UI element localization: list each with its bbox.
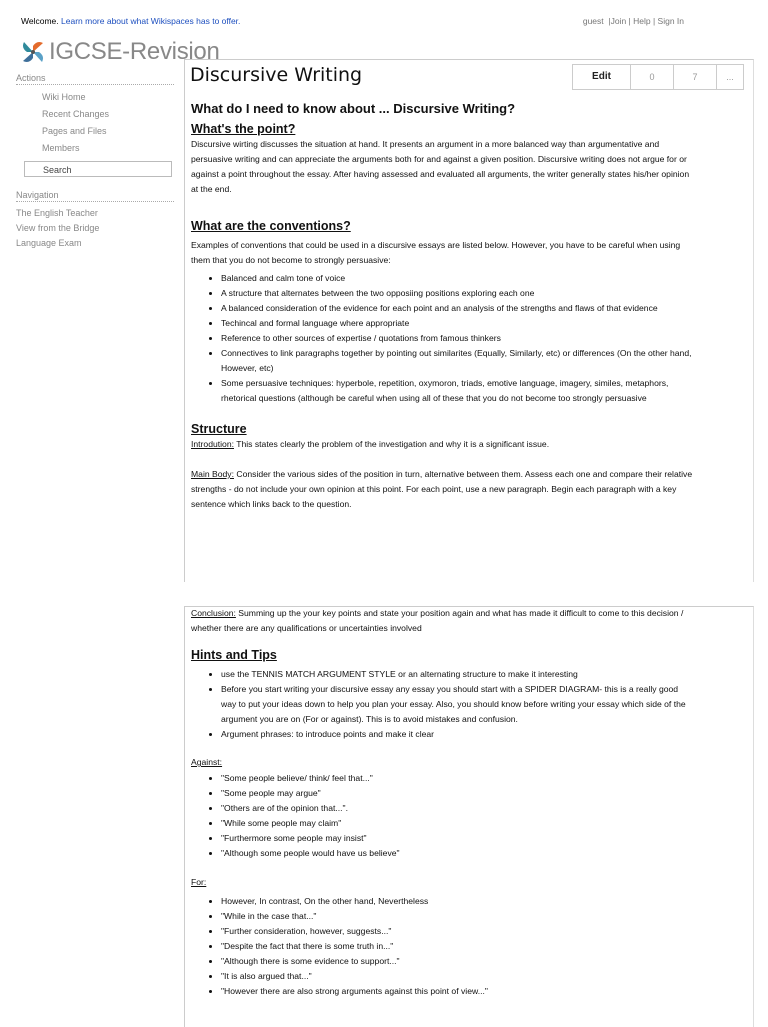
list-item: • Balanced and calm tone of voice	[221, 271, 693, 286]
list-item: • However, In contrast, On the other hand, Nevertheless	[221, 894, 693, 909]
body-paragraph	[191, 467, 693, 512]
list-item: • Some persuasive techniques: hyperbole, repetition, oxymoron, triads, emotive language, imagery, similes, metaphors, rhetorical questions (although be careful when using all of these that you do not become too strongly persuasive	[221, 376, 693, 406]
intro-label: Introdution:	[191, 439, 234, 449]
pinwheel-logo-icon	[19, 38, 47, 66]
list-item: • A structure that alternates between the two opposiing positions exploring each one	[221, 286, 693, 301]
nav-item-view-from-bridge[interactable]: View from the Bridge	[16, 223, 100, 233]
list-item: • "However there are also strong arguments against this point of view..."	[221, 984, 693, 999]
conventions-list	[191, 271, 693, 406]
conclusion-label: Conclusion:	[191, 608, 236, 618]
page-title: Discursive Writing	[190, 64, 363, 86]
content-upper	[191, 101, 693, 512]
list-item: • Argument phrases: to introduce points and make it clear	[221, 727, 693, 742]
list-item: • Before you start writing your discursive essay any essay you should start with a SPIDER DIAGRAM- this is a really good way to put your ideas down to help you plan your essay. Also, you should know before writing your essay which side of the argument you are on (For or against). This is to avoid mistakes and confusion.	[221, 682, 693, 727]
body-label: Main Body:	[191, 469, 234, 479]
sidebar-item-wiki-home[interactable]: Wiki Home	[42, 92, 86, 102]
join-link[interactable]: Join	[610, 16, 627, 26]
list-item: • "Although some people would have us believe"	[221, 846, 693, 861]
against-list	[191, 771, 693, 861]
against-label: Against:	[191, 757, 223, 767]
nav-item-english-teacher[interactable]: The English Teacher	[16, 208, 98, 218]
search-button[interactable]: Search	[24, 161, 172, 177]
wiki-name: IGCSE-Revision	[49, 38, 220, 65]
for-label: For:	[191, 877, 207, 887]
sidebar	[16, 73, 174, 251]
welcome-bar	[21, 16, 240, 26]
conclusion-paragraph	[191, 606, 693, 636]
sign-in-link[interactable]: Sign In	[657, 16, 684, 26]
list-item: • Connectives to link paragraphs together by pointing out similarites (Equally, Similarly, etc) or differences (On the other hand, However, etc)	[221, 346, 693, 376]
hints-list	[191, 667, 693, 742]
guest-label: guest	[582, 16, 604, 26]
hints-heading: Hints and Tips	[191, 648, 277, 662]
revisions-count[interactable]: 7	[674, 65, 717, 89]
list-item: • "Some people may argue"	[221, 786, 693, 801]
actions-heading: Actions	[16, 73, 174, 85]
list-item: • "While in the case that..."	[221, 909, 693, 924]
sidebar-item-members[interactable]: Members	[42, 143, 80, 153]
list-item: • "Further consideration, however, suggests..."	[221, 924, 693, 939]
intro-paragraph	[191, 437, 693, 452]
list-item: • "Others are of the opinion that...".	[221, 801, 693, 816]
body-text: Consider the various sides of the position in turn, alternative between them. Assess each one and compare their relative strengths - do not include your own opinion at this point. For each point, use a new paragraph. Begin each paragraph with a key sentence which links back to the question.	[191, 469, 693, 509]
list-item: • "While some people may claim"	[221, 816, 693, 831]
list-item: • "Although there is some evidence to support..."	[221, 954, 693, 969]
conventions-heading: What are the conventions?	[191, 219, 351, 233]
more-button[interactable]: ...	[726, 72, 734, 82]
intro-text: This states clearly the problem of the investigation and why it is a significant issue.	[234, 439, 550, 449]
list-item: • "It is also argued that..."	[221, 969, 693, 984]
nav-item-language-exam[interactable]: Language Exam	[16, 238, 82, 248]
structure-heading: Structure	[191, 422, 247, 436]
content-lower	[191, 606, 693, 999]
for-list	[191, 894, 693, 999]
navigation-heading: Navigation	[16, 190, 174, 202]
main-heading: What do I need to know about ... Discursive Writing?	[191, 101, 516, 116]
list-item: • A balanced consideration of the evidence for each point and an analysis of the strengths and flaws of that evidence	[221, 301, 693, 316]
sidebar-item-pages-and-files[interactable]: Pages and Files	[42, 126, 107, 136]
edit-button[interactable]: Edit	[573, 65, 631, 89]
conclusion-text: Summing up the your key points and state your position again and what has made it difficult to come to this decision / whether there are any qualifications or uncertainties involved	[191, 608, 684, 633]
list-item: • Techincal and formal language where appropriate	[221, 316, 693, 331]
list-item: • "Some people believe/ think/ feel that..."	[221, 771, 693, 786]
point-paragraph: Discursive wirting discusses the situation at hand. It presents an argument in a more balanced way than argumentative and persuasive writing and can appreciate the arguments both for and against a given position. Discursive writing does not argue for or against a point throughout the essay. After having assessed and evaluated all arguments, the writer generally states his/her opinion at the end.	[191, 139, 690, 194]
list-item: • "Despite the fact that there is some truth in..."	[221, 939, 693, 954]
point-heading: What's the point?	[191, 122, 296, 136]
learn-more-link[interactable]: Learn more about what Wikispaces has to offer.	[61, 16, 241, 26]
user-links: guest |Join | Help | Sign In	[582, 16, 684, 26]
page-toolbar	[572, 64, 744, 90]
welcome-text: Welcome.	[21, 16, 59, 26]
list-item: • Reference to other sources of expertise / quotations from famous thinkers	[221, 331, 693, 346]
help-link[interactable]: Help	[633, 16, 651, 26]
comments-count[interactable]: 0	[631, 65, 674, 89]
list-item: • use the TENNIS MATCH ARGUMENT STYLE or an alternating structure to make it interesting	[221, 667, 693, 682]
conventions-intro: Examples of conventions that could be used in a discursive essays are listed below. However, you have to be careful when using them that you do not become to strongly persuasive:	[191, 240, 681, 265]
list-item: • "Furthermore some people may insist"	[221, 831, 693, 846]
sidebar-item-recent-changes[interactable]: Recent Changes	[42, 109, 110, 119]
